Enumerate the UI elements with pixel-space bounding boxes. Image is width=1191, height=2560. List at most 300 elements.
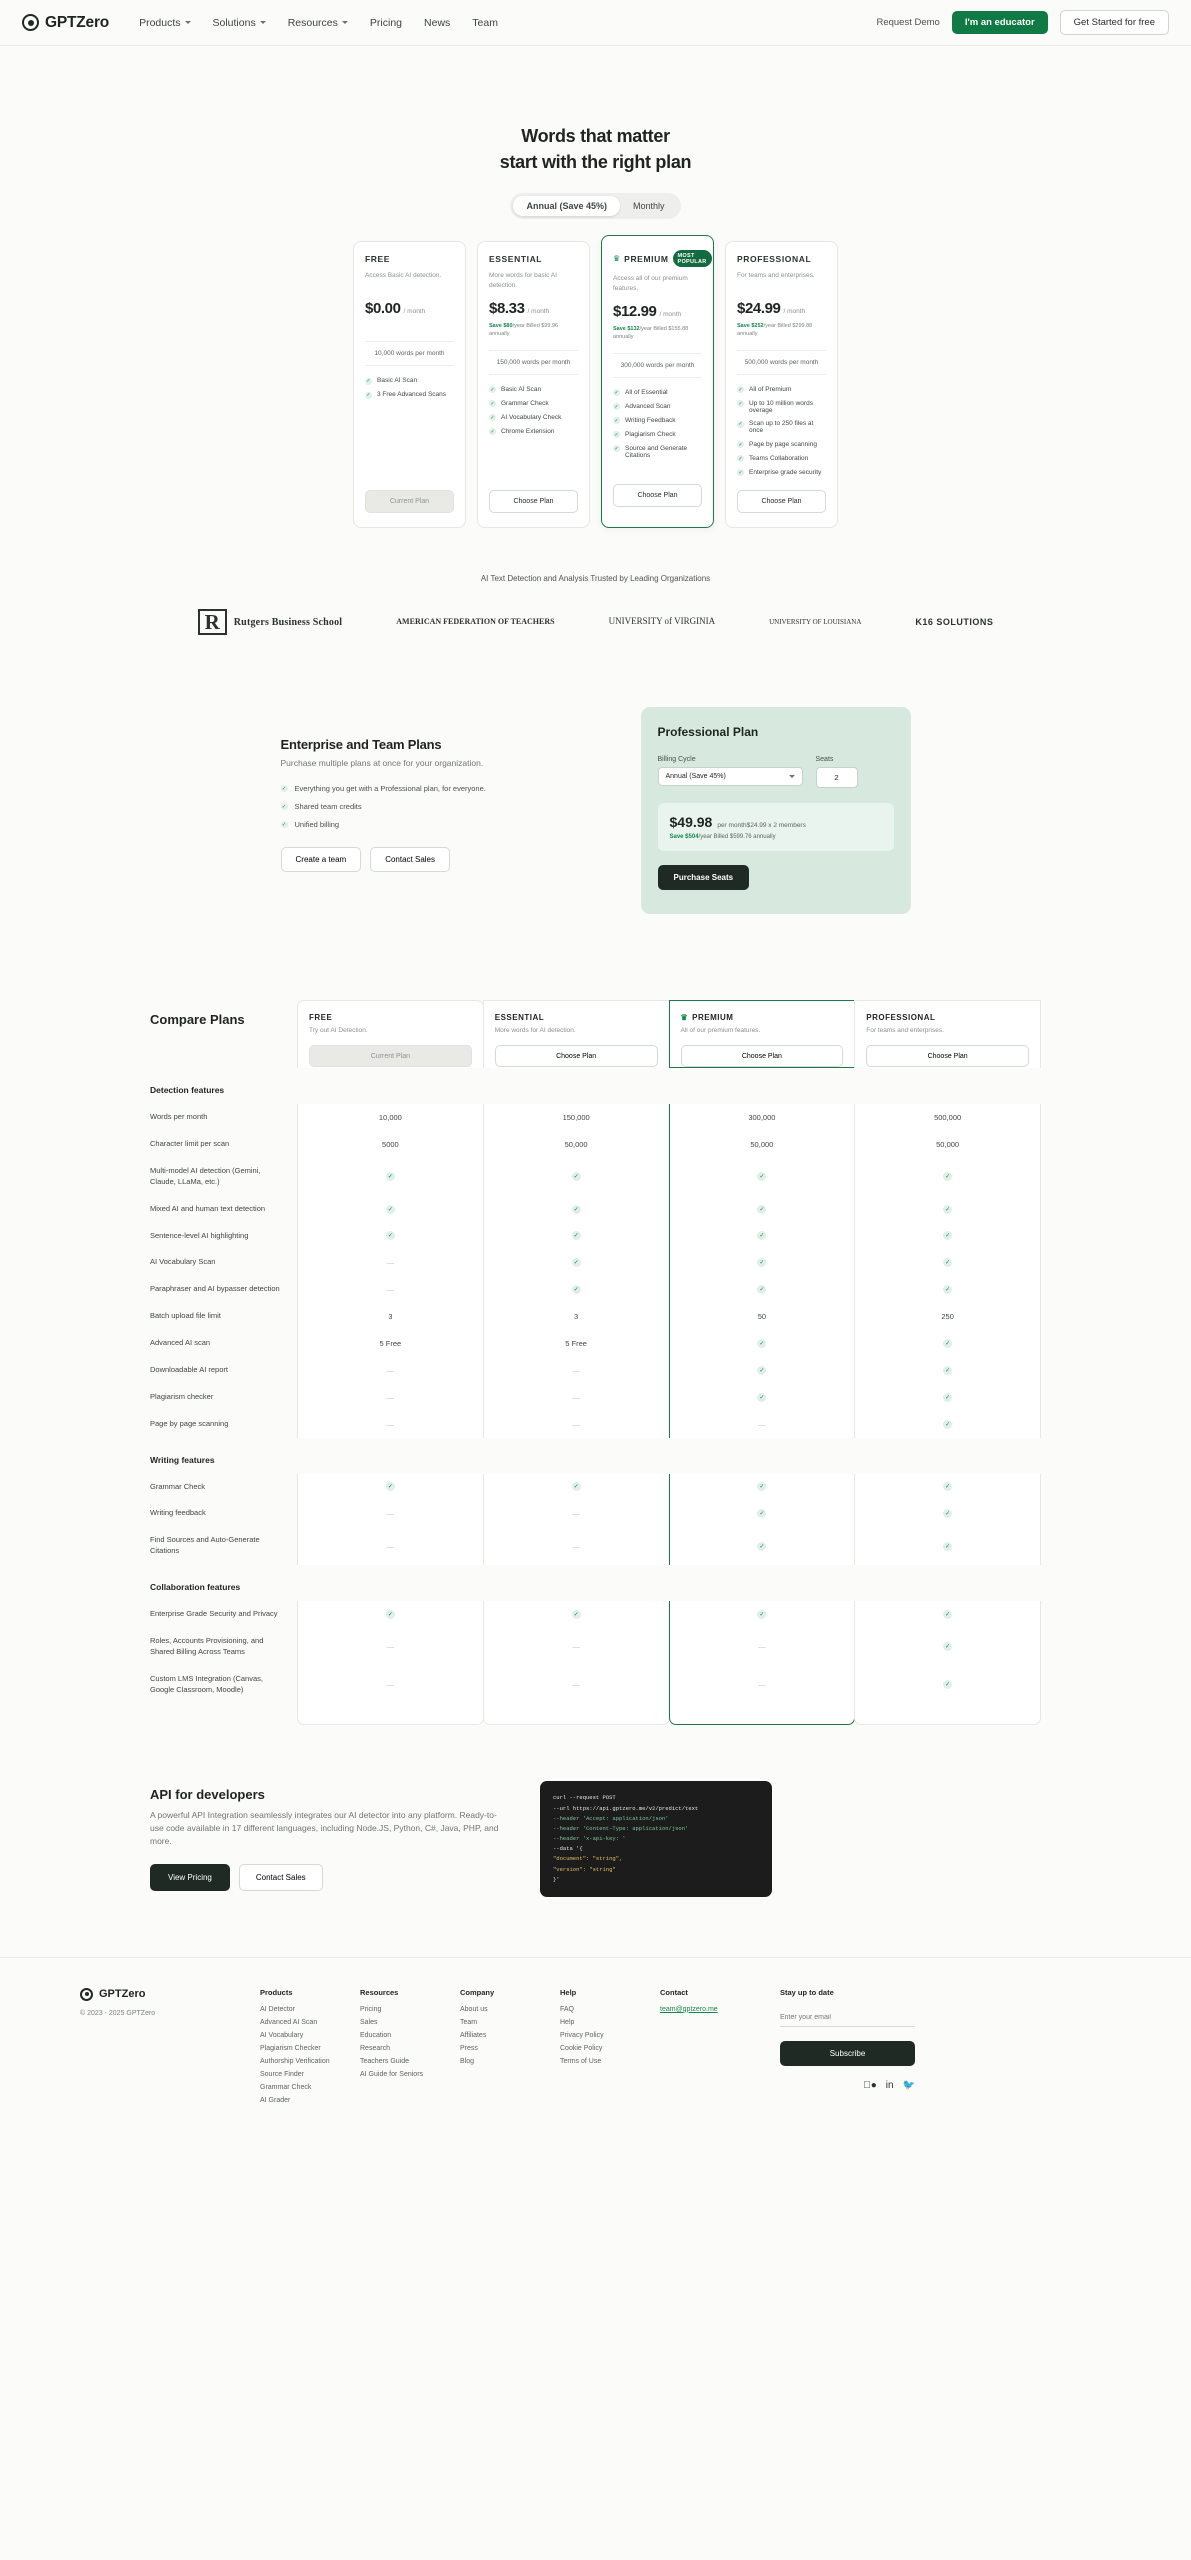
plan-feature [613,417,702,425]
plan-price: $8.33 [489,300,525,318]
check-icon: ✓ [738,386,743,393]
compare-cell [854,1276,1041,1303]
contact-sales-button[interactable]: Contact Sales [370,847,450,872]
plan-feature-label: Chrome Extension [501,427,555,435]
logo-label: UNIVERSITY of VIRGINIA [608,616,716,627]
check-icon: ✓ [490,400,495,407]
check-icon: ✓ [759,1233,765,1240]
chevron-down-icon [185,21,191,24]
nav-item-products[interactable] [139,17,190,29]
plan-price-row [365,300,454,317]
footer-link[interactable]: Team [460,2018,478,2026]
compare-cell [297,1500,484,1527]
compare-cell [854,1330,1041,1357]
top-navigation-bar [0,0,1191,46]
twitter-icon[interactable]: 🐦 [902,2079,915,2091]
code-line: "document": "string", [553,1855,623,1863]
footer-link[interactable]: Teachers Guide [360,2057,410,2065]
check-icon: ✓ [945,1206,951,1213]
chevron-down-icon [342,21,348,24]
compare-row-label: Plagiarism checker [150,1391,214,1401]
plan-feature [737,400,826,414]
compare-cell [854,1628,1041,1666]
compare-cell [669,1601,856,1628]
plan-cta-essential[interactable]: Choose Plan [489,490,578,513]
check-icon: ✓ [759,1174,765,1181]
compare-title: Compare Plans [150,1012,245,1028]
check-icon: ✓ [490,428,495,435]
compare-col-sub: More words for AI detection. [494,1027,576,1035]
footer-cell-essential [483,1703,670,1725]
compare-plans-section [0,1000,1191,1725]
plan-feature-label: 3 Free Advanced Scans [377,391,447,399]
seats-label: Seats [815,756,834,764]
footer-link[interactable]: Advanced AI Scan [260,2018,318,2026]
plan-save-line [737,322,826,339]
compare-cell [669,1527,856,1565]
compare-cell [483,1500,670,1527]
compare-col-professional [854,1000,1041,1068]
plan-feature-label: Grammar Check [501,399,549,407]
plan-feature-label: Basic AI Scan [377,377,418,385]
footer-link[interactable]: Help [560,2018,575,2026]
plan-name: FREE [365,254,391,265]
compare-cell [483,1527,670,1565]
plan-feature [489,386,578,394]
nav-item-news[interactable]: News [424,16,451,29]
toggle-monthly[interactable]: Monthly [633,201,665,212]
plan-feature-label: Teams Collaboration [749,454,809,462]
api-contact-sales-button[interactable]: Contact Sales [239,1864,323,1891]
brand-logo-link[interactable] [22,14,109,32]
nav-item-solutions[interactable] [213,17,266,29]
check-icon: ✓ [614,445,619,452]
compare-cell [483,1384,670,1411]
compare-col-name: PREMIUM [692,1013,734,1023]
plan-words-quota: 500,000 words per month [737,350,826,375]
plan-words-quota: 10,000 words per month [365,341,454,366]
plan-price: $12.99 [613,303,657,321]
nav-item-pricing[interactable]: Pricing [369,16,403,29]
check-icon: ✓ [759,1484,765,1491]
footer-cell-free [297,1703,484,1725]
footer-link[interactable]: Affiliates [460,2031,487,2039]
compare-col-name: FREE [309,1013,333,1023]
footer-link[interactable]: AI Vocabulary [260,2031,304,2039]
compare-cell: 10,000 [297,1104,484,1131]
compare-table-body [150,1068,1041,1703]
enterprise-section [0,707,1191,914]
nav-links [139,17,498,29]
footer-link[interactable]: Plagiarism Checker [260,2044,321,2052]
plan-cta-professional[interactable]: Choose Plan [737,490,826,513]
compare-cell [297,1527,484,1565]
compare-cell [854,1384,1041,1411]
compare-cell [297,1223,484,1250]
footer-link[interactable]: Privacy Policy [560,2031,604,2039]
compare-cell [483,1411,670,1438]
dash-icon: — [386,1285,395,1295]
plan-feature [613,403,702,411]
plan-feature-label: Advanced Scan [625,402,671,410]
plan-feature-label: Plagiarism Check [625,430,676,438]
footer-link[interactable]: FAQ [560,2005,575,2013]
check-icon: ✓ [759,1260,765,1267]
plan-price-period: / month [783,308,806,316]
check-icon: ✓ [281,785,287,792]
compare-row-label: Multi-model AI detection (Gemini, Claude, LLaMa, etc.) [150,1165,261,1186]
plan-feature [365,391,454,399]
compare-col-free [297,1000,484,1068]
plan-card-essential [477,241,590,528]
compare-cell: 50 [669,1303,856,1330]
compare-header-row [150,1000,1041,1068]
compare-cell [483,1196,670,1223]
footer-link[interactable]: Cookie Policy [560,2044,603,2052]
plan-name: ESSENTIAL [489,254,543,265]
footer-col-heading: Resources [360,1987,399,1997]
logo-louisiana [769,618,861,627]
footer-subscribe [780,1988,915,2110]
footer-brand [80,1988,260,2110]
plan-features [489,386,578,477]
get-started-button[interactable]: Get Started for free [1060,10,1169,35]
dash-icon: — [386,1392,395,1402]
plan-price-row [613,303,702,320]
plan-feature [613,431,702,439]
seats-input[interactable]: 2 [816,767,858,788]
footer-col-contact [660,1988,780,2110]
compare-cell [669,1666,856,1704]
plan-subtitle: For teams and enterprises. [737,272,815,280]
compare-cta-professional[interactable]: Choose Plan [866,1045,1029,1067]
plan-feature [737,386,826,394]
dash-icon: — [386,1419,395,1429]
page-title [0,124,1191,175]
logo-rutgers [198,609,343,635]
logo-label: UNIVERSITY OF LOUISIANA [769,617,862,626]
nav-label: Products [139,16,181,29]
plan-save-line [613,325,702,342]
code-line: --header 'Accept: application/json' [553,1814,669,1822]
footer-col-heading: Products [260,1987,293,1997]
dash-icon: — [386,1509,395,1519]
footer-link[interactable]: Source Finder [260,2070,304,2078]
check-icon: ✓ [945,1260,951,1267]
dash-icon: — [758,1642,766,1652]
check-icon: ✓ [759,1611,765,1618]
footer-link[interactable]: Press [460,2044,478,2052]
check-icon: ✓ [759,1511,765,1518]
compare-cell [483,1276,670,1303]
billing-cycle-toggle [510,193,680,219]
footer-link[interactable]: Authorship Verification [260,2057,330,2065]
check-icon: ✓ [945,1484,951,1491]
enterprise-copy [281,707,611,872]
plan-save-amount: Save $80 [489,323,513,330]
check-icon: ✓ [945,1394,951,1401]
compare-section-heading: Detection features [150,1085,225,1096]
check-icon: ✓ [387,1611,393,1618]
request-demo-link[interactable]: Request Demo [876,17,940,28]
check-icon: ✓ [573,1260,579,1267]
compare-cell [297,1158,484,1196]
compare-cell [854,1500,1041,1527]
plan-feature-label: Basic AI Scan [501,385,542,393]
check-icon: ✓ [573,1611,579,1618]
compare-cell: 150,000 [483,1104,670,1131]
compare-cell: 3 [483,1303,670,1330]
enterprise-buttons [281,847,611,872]
enterprise-subtitle: Purchase multiple plans at once for your organization. [280,758,484,769]
check-icon: ✓ [281,821,287,828]
compare-col-essential [483,1000,670,1068]
compare-col-sub: All of our premium features. [680,1027,761,1035]
compare-cell [669,1330,856,1357]
footer-link[interactable]: Blog [460,2057,475,2065]
check-icon: ✓ [738,421,743,428]
billing-cycle-select[interactable] [658,767,803,786]
compare-cell [297,1357,484,1384]
footer-cell-premium [669,1703,856,1725]
plan-feature-label: All of Premium [749,385,792,393]
plan-feature [489,428,578,436]
footer-link[interactable]: AI Guide for Seniors [360,2070,424,2078]
dash-icon: — [572,1365,580,1375]
footer-brand-row [80,1988,260,2001]
check-icon: ✓ [759,1206,765,1213]
api-copy [150,1787,500,1892]
compare-cell [297,1666,484,1704]
compare-cell [669,1411,856,1438]
plan-feature [737,455,826,463]
dash-icon: — [386,1365,395,1375]
quote-box [658,803,894,851]
email-subscribe-input[interactable] [780,2009,915,2027]
check-icon: ✓ [945,1682,951,1689]
compare-cell: 50,000 [854,1131,1041,1158]
nav-item-resources[interactable] [288,17,348,29]
plan-header [737,254,826,264]
plan-save-detail: /year Billed $99.96 annually [489,323,559,338]
footer-link[interactable]: Terms of Use [560,2057,602,2065]
site-footer [0,1957,1191,2150]
footer-inner [80,1988,1111,2110]
check-icon: ✓ [573,1206,579,1213]
check-icon: ✓ [759,1367,765,1374]
plan-cta-premium[interactable]: Choose Plan [613,484,702,507]
facebook-icon[interactable]: ● [870,2079,877,2091]
plan-feature [737,469,826,477]
check-icon: ✓ [945,1340,951,1347]
compare-cell: 300,000 [669,1104,856,1131]
enterprise-feature [281,820,611,829]
quote-meta: per month$24.99 x 2 members [717,822,806,830]
contact-email-link[interactable]: team@gptzero.me [660,2005,718,2013]
footer-link[interactable]: Education [360,2031,392,2039]
compare-cell: 5 Free [483,1330,670,1357]
compare-cta-premium[interactable]: Choose Plan [681,1045,844,1067]
plan-price-row [737,300,826,317]
rutgers-r-icon: R [198,609,227,635]
compare-cta-free[interactable]: Current Plan [309,1045,472,1067]
plan-features [737,386,826,477]
plan-feature [737,420,826,434]
compare-cell [297,1196,484,1223]
compare-row-label: Custom LMS Integration (Canvas, Google Classroom, Moodle) [150,1673,263,1694]
compare-cell: 3 [297,1303,484,1330]
check-icon: ✓ [738,469,743,476]
footer-link[interactable]: AI Grader [260,2096,291,2104]
compare-row-label: Paraphraser and AI bypasser detection [150,1284,280,1294]
compare-cta-essential[interactable]: Choose Plan [495,1045,658,1067]
code-line: curl --request POST [553,1794,616,1802]
dash-icon: — [572,1642,580,1652]
gptzero-logo-icon [80,1988,93,2001]
enterprise-feature-label: Shared team credits [294,802,362,812]
logo-label: AMERICAN FEDERATION OF TEACHERS [396,617,555,627]
compare-cell [669,1158,856,1196]
nav-label: Resources [287,16,338,29]
footer-link[interactable]: Sales [360,2018,378,2026]
plan-subtitle: Access Basic AI detection. [365,272,442,280]
compare-cell: 5000 [297,1131,484,1158]
footer-col-resources [360,1988,460,2110]
compare-col-name: PROFESSIONAL [866,1013,936,1023]
chevron-down-icon [789,775,795,778]
plan-feature-label: Up to 10 million words overage [749,399,813,414]
check-icon: ✓ [366,392,371,399]
compare-col-sub: For teams and enterprises. [866,1027,944,1035]
compare-row-label: Page by page scanning [150,1418,229,1428]
educator-button[interactable]: I'm an educator [952,11,1048,34]
compare-row-label: Grammar Check [150,1481,206,1491]
check-icon: ✓ [573,1484,579,1491]
enterprise-title: Enterprise and Team Plans [280,737,442,753]
most-popular-badge: MOST POPULAR [673,250,712,267]
plan-words-quota: 150,000 words per month [489,350,578,375]
plan-price-period: / month [659,311,682,319]
compare-cell [669,1196,856,1223]
compare-cell [854,1601,1041,1628]
code-line: --url https://api.gptzero.me/v2/predict/text [553,1804,699,1812]
api-description: A powerful API Integration seamlessly integrates our AI detector into any platform. Ready-to-use code available in 17 different languages, including Node.JS, Python, C#, Java, PHP, and more. [150,1809,499,1847]
nav-item-team[interactable]: Team [472,16,498,29]
check-icon: ✓ [490,414,495,421]
compare-cell [669,1500,856,1527]
compare-row-label: Batch upload file limit [150,1311,221,1321]
plan-subtitle: Access all of our premium features. [613,275,688,292]
plan-words-quota: 300,000 words per month [613,353,702,378]
plan-feature-label: Enterprise grade security [749,468,822,476]
plan-save-amount: Save $252 [737,323,764,330]
dash-icon: — [386,1258,395,1268]
api-section [0,1781,1191,1897]
trusted-logos [0,609,1191,635]
plan-header [489,254,578,264]
check-icon: ✓ [614,431,619,438]
check-icon: ✓ [759,1543,765,1550]
billing-cycle-value: Annual (Save 45%) [665,773,726,781]
footer-brand-name: GPTZero [99,1988,146,2001]
plan-name: PREMIUM [624,253,669,264]
footer-link[interactable]: AI Detector [260,2005,296,2013]
check-icon: ✓ [759,1394,765,1401]
crown-icon: ♛ [613,254,621,264]
plan-price-period: / month [403,308,426,316]
footer-link[interactable]: Research [360,2044,390,2052]
api-buttons [150,1864,500,1891]
check-icon: ✓ [387,1484,393,1491]
dash-icon: — [758,1680,766,1690]
plan-save-amount: Save $132 [613,326,640,333]
purchase-seats-button[interactable]: Purchase Seats [658,865,750,890]
footer-col-help [560,1988,660,2110]
check-icon: ✓ [945,1644,951,1651]
plan-feature-label: AI Vocabulary Check [501,413,562,421]
dash-icon: — [572,1680,580,1690]
pricing-cards [0,241,1191,528]
compare-cell [297,1276,484,1303]
plan-feature [613,389,702,397]
compare-cell [669,1474,856,1501]
check-icon: ✓ [945,1611,951,1618]
logo-k16 [915,617,993,627]
compare-cell [854,1666,1041,1704]
footer-link[interactable]: About us [460,2005,488,2013]
compare-cell [854,1196,1041,1223]
compare-col-name: ESSENTIAL [494,1013,545,1023]
dash-icon: — [572,1541,580,1551]
footer-link[interactable]: Grammar Check [260,2083,312,2091]
compare-cell [669,1223,856,1250]
compare-row-label: Roles, Accounts Provisioning, and Shared Billing Across Teams [150,1635,264,1656]
check-icon: ✓ [759,1287,765,1294]
linkedin-icon[interactable]: in [885,2079,894,2091]
compare-cell [669,1249,856,1276]
plan-price: $24.99 [737,300,781,318]
check-icon: ✓ [738,441,743,448]
compare-cell [483,1158,670,1196]
check-icon: ✓ [614,403,619,410]
compare-cell [483,1628,670,1666]
plan-features [613,389,702,471]
plan-header [613,250,707,267]
plan-feature [489,414,578,422]
dash-icon: — [758,1419,766,1429]
toggle-annual[interactable]: Annual (Save 45%) [513,196,620,216]
create-a-team-button[interactable]: Create a team [281,847,362,872]
check-icon: ✓ [490,386,495,393]
compare-cell [483,1474,670,1501]
plan-cta-free[interactable]: Current Plan [365,490,454,513]
check-icon: ✓ [387,1233,393,1240]
logo-label: K16 SOLUTIONS [915,617,994,628]
check-icon: ✓ [945,1233,951,1240]
check-icon: ✓ [945,1367,951,1374]
view-pricing-button[interactable]: View Pricing [150,1864,230,1891]
check-icon: ✓ [281,803,287,810]
subscribe-button[interactable]: Subscribe [780,2041,915,2066]
compare-row-label: Enterprise Grade Security and Privacy [150,1609,278,1619]
compare-cell [297,1628,484,1666]
quote-save-amount: Save $504 [669,834,699,841]
crown-icon: ♛ [680,1013,689,1023]
compare-cell [483,1601,670,1628]
compare-col-premium [669,1000,856,1068]
api-code-sample [540,1781,772,1897]
footer-link[interactable]: Pricing [360,2005,382,2013]
